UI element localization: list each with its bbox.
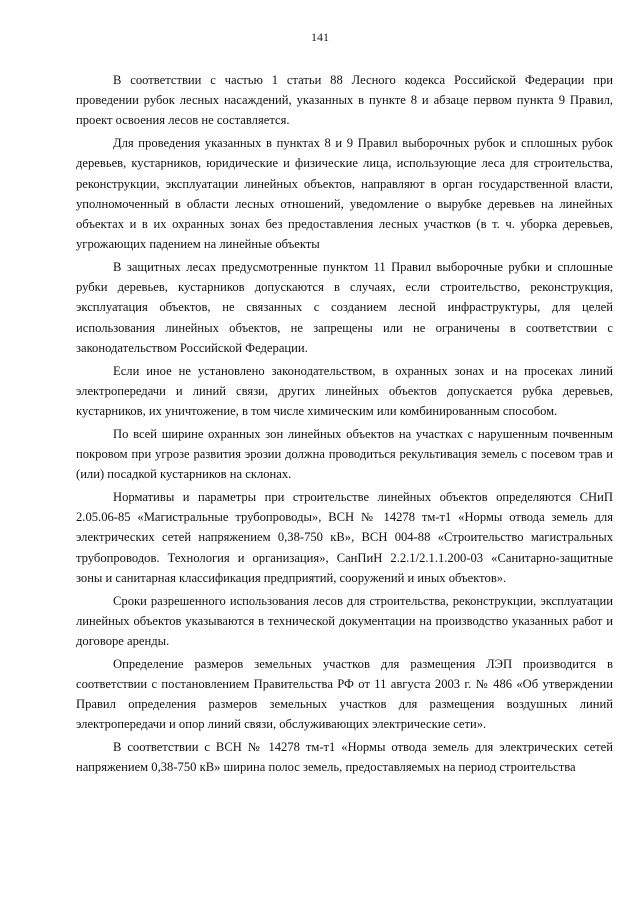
paragraph: Определение размеров земельных участков для размещения ЛЭП производится в соответствии с постановлением Правительства РФ от 11 августа 2003 г. № 486 «Об утверждении Правил определения размеров земельных участков для размещения воздушных линий электропередачи и опор линий связи, обслуживающих электрические сети». <box>76 656 613 732</box>
paragraph: Сроки разрешенного использования лесов для строительства, реконструкции, эксплуатации линейных объектов указываются в технической документации на производство указанных работ и договоре аренды. <box>76 593 613 649</box>
page-number: 141 <box>311 30 329 44</box>
paragraph: Для проведения указанных в пунктах 8 и 9 Правил выборочных рубок и сплошных рубок деревьев, кустарников, юридические и физические лица, использующие леса для строительства, реконструкции, эксплуатации линейных объектов, направляют в орган государственной власти, уполномоченный в области лесных отношений, уведомление о вырубке деревьев на линейных объектах и в их охранных зонах без предоставления лесных участков (в т. ч. уборка деревьев, угрожающих падением на линейные объекты <box>76 136 613 252</box>
paragraph: В защитных лесах предусмотренные пунктом 11 Правил выборочные рубки и сплошные рубки деревьев, кустарников допускаются в случаях, если строительство, реконструкция, эксплуатация объектов, не связанных с созданием лесной инфраструктуры, для целей использования линейных объектов, не запрещены или не ограничены в соответствии с законодательством Российской Федерации. <box>76 260 613 355</box>
paragraph: Если иное не установлено законодательством, в охранных зонах и на просеках линий электропередачи и линий связи, других линейных объектов допускается рубка деревьев, кустарников, их уничтожение, в том числе химическим или комбинированным способом. <box>76 363 613 419</box>
paragraph: В соответствии с ВСН № 14278 тм-т1 «Нормы отвода земель для электрических сетей напряжением 0,38-750 кВ» ширина полос земель, предоставляемых на период строительства <box>76 740 613 775</box>
paragraph: По всей ширине охранных зон линейных объектов на участках с нарушенным почвенным покровом при угрозе развития эрозии должна проводиться рекультивация земель с посевом трав и (или) посадкой кустарников на склонах. <box>76 426 613 482</box>
paragraph: В соответствии с частью 1 статьи 88 Лесного кодекса Российской Федерации при проведении рубок лесных насаждений, указанных в пункте 8 и абзаце первом пункта 9 Правил, проект освоения лесов не составляется. <box>76 73 613 128</box>
document-body <box>76 70 613 778</box>
paragraph: Нормативы и параметры при строительстве линейных объектов определяются СНиП 2.05.06-85 «Магистральные трубопроводы», ВСН № 14278 тм-т1 «Нормы отвода земель для электрических сетей напряжением 0,38-750 кВ», ВСН 004-88 «Строительство магистральных трубопроводов. Технология и организация», СанПиН 2.2.1/2.1.1.200-03 «Санитарно-защитные зоны и санитарная классификация предприятий, сооружений и иных объектов». <box>76 490 613 585</box>
